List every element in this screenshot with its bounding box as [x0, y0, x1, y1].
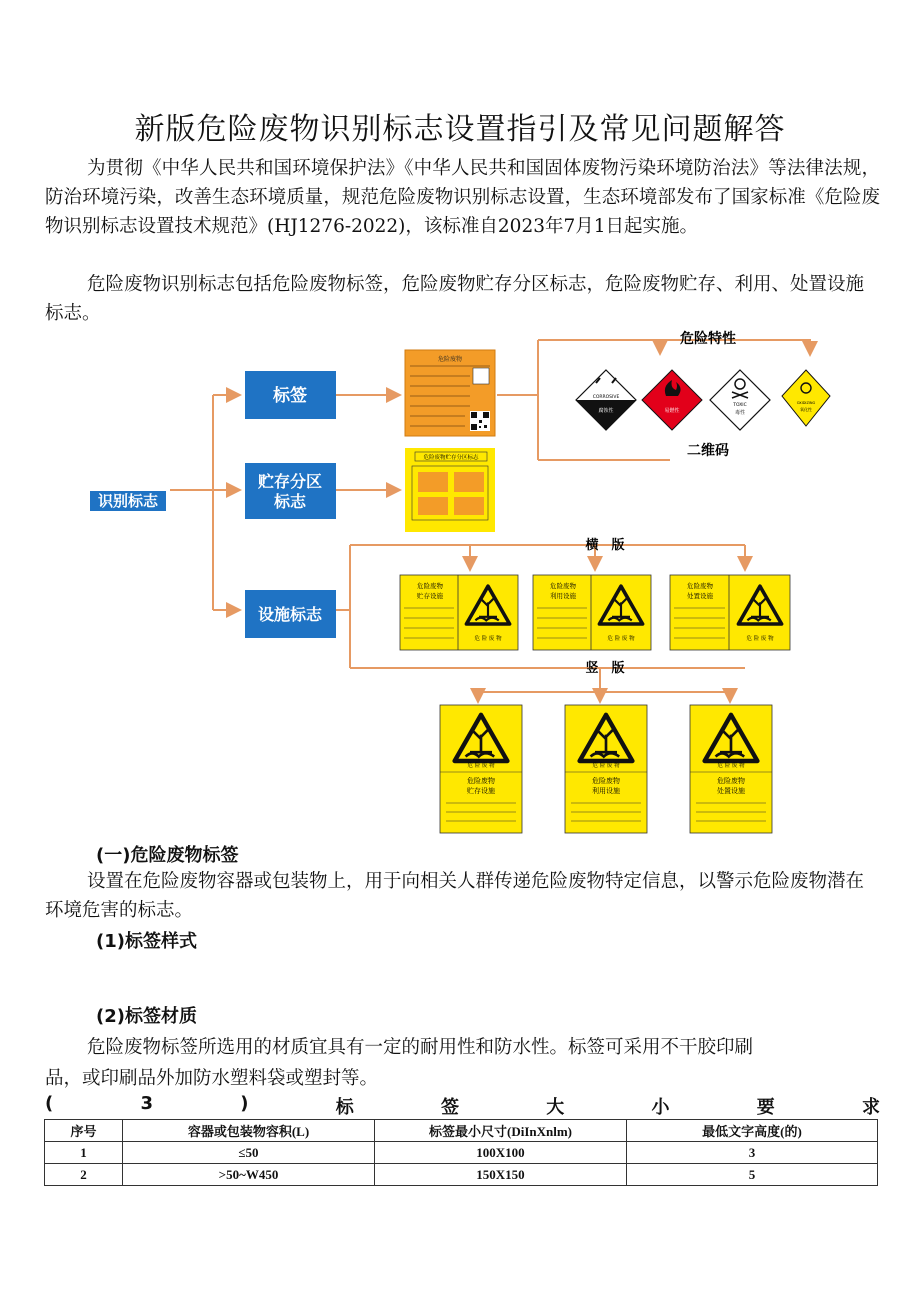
table-cell: 3: [627, 1142, 878, 1164]
table-cell: 2: [45, 1164, 123, 1186]
storage-sign-header: 危险废物贮存分区标志: [423, 455, 479, 461]
table-header-row: [45, 1120, 878, 1142]
section-1-text: 设置在危险废物容器或包装物上，用于向相关人群传递危险废物特定信息，以警示危险废物潜在环境危害的标志。: [45, 871, 865, 921]
table-cell: 5: [627, 1164, 878, 1186]
identification-sign-diagram: [0, 320, 920, 840]
svg-text:OXIDIZING: OXIDIZING: [796, 401, 816, 405]
horizontal-disposal-sign: [670, 575, 790, 650]
section-1-sub2-heading: (2)标签材质: [96, 1006, 197, 1027]
table-cell: 100X100: [375, 1142, 627, 1164]
hazard-characteristic-title: 危险特性: [680, 331, 736, 347]
storage-branch-text-1: 贮存分区: [257, 472, 323, 491]
svg-text:腐蚀性: 腐蚀性: [598, 408, 614, 414]
svg-text:贮存设施: 贮存设施: [467, 787, 495, 795]
label-branch-text: 标签: [273, 386, 307, 406]
table-row: [45, 1164, 878, 1186]
svg-text:危险废物: 危险废物: [417, 582, 443, 590]
qr-code-title: 二维码: [687, 443, 729, 459]
svg-text:危 险 废 物: 危 险 废 物: [607, 636, 635, 642]
svg-text:利用设施: 利用设施: [550, 592, 576, 600]
svg-text:CORROSIVE: CORROSIVE: [592, 395, 620, 400]
svg-text:处置设施: 处置设施: [717, 787, 745, 795]
flammable-diamond-icon: [642, 370, 702, 430]
label-sample-header: 危险废物: [437, 356, 463, 363]
svg-text:危险废物: 危险废物: [687, 582, 713, 590]
scope-paragraph: 危险废物识别标志包括危险废物标签，危险废物贮存分区标志，危险废物贮存、利用、处置设施标志。: [45, 274, 865, 324]
vertical-version-title: 竖 版: [585, 661, 625, 676]
table-header-cell: 序号: [45, 1120, 123, 1142]
svg-text:危险废物: 危险废物: [592, 777, 620, 785]
svg-text:TOXIC: TOXIC: [733, 403, 747, 408]
svg-text:利用设施: 利用设施: [592, 787, 620, 795]
svg-text:危险废物: 危险废物: [467, 777, 495, 785]
table-row: [45, 1142, 878, 1164]
storage-branch-text-2: 标志: [273, 492, 307, 511]
svg-text:贮存设施: 贮存设施: [417, 592, 443, 600]
svg-text:危险废物: 危险废物: [550, 582, 576, 590]
facility-branch-text: 设施标志: [257, 605, 323, 624]
svg-text:处置设施: 处置设施: [687, 592, 713, 600]
table-cell: 1: [45, 1142, 123, 1164]
table-header-cell: 容器或包装物容积(L): [123, 1120, 375, 1142]
svg-text:危 险 废 物: 危 险 废 物: [717, 763, 745, 769]
table-header-cell: 最低文字高度(的): [627, 1120, 878, 1142]
svg-text:危 险 废 物: 危 险 废 物: [592, 763, 620, 769]
svg-text:危 险 废 物: 危 险 废 物: [746, 636, 774, 642]
table-cell: 150X150: [375, 1164, 627, 1186]
table-cell: ≤50: [123, 1142, 375, 1164]
oxidizing-diamond-icon: [782, 370, 830, 426]
svg-text:毒性: 毒性: [734, 410, 746, 416]
corrosive-diamond-icon: [576, 370, 636, 430]
svg-text:氧化性: 氧化性: [800, 407, 812, 412]
vertical-disposal-sign: [690, 705, 772, 833]
label-size-table: [44, 1119, 878, 1186]
storage-zone-sign-sample: [405, 448, 495, 532]
svg-text:危险废物: 危险废物: [717, 777, 745, 785]
vertical-storage-sign: [440, 705, 522, 833]
section-1-sub3-heading: ( 3 ) 标 签 大 小 要 求: [45, 1093, 880, 1118]
horizontal-storage-sign: [400, 575, 518, 650]
section-1-sub2-text-2: 品，或印刷品外加防水塑料袋或塑封等。: [45, 1068, 379, 1089]
root-label: 识别标志: [97, 492, 159, 510]
svg-text:危 险 废 物: 危 险 废 物: [474, 636, 502, 642]
svg-text:易燃性: 易燃性: [664, 408, 680, 414]
hazard-label-sample: [405, 350, 495, 436]
horizontal-version-title: 横 版: [585, 538, 625, 553]
page-title: 新版危险废物识别标志设置指引及常见问题解答: [134, 112, 786, 147]
table-header-cell: 标签最小尺寸(DiInXnlm): [375, 1120, 627, 1142]
toxic-diamond-icon: [710, 370, 770, 430]
section-1-heading: (一)危险废物标签: [96, 845, 239, 866]
intro-paragraph: 为贯彻《中华人民共和国环境保护法》《中华人民共和国固体废物污染环境防治法》等法律法规，防治环境污染，改善生态环境质量，规范危险废物识别标志设置，生态环境部发布了国家标准《危险废物识别标志设置技术规范》(HJ1276-2022)，该标准自2023年7月1日起实施。: [45, 158, 880, 237]
horizontal-utilization-sign: [533, 575, 651, 650]
section-1-sub1-heading: (1)标签样式: [96, 931, 197, 952]
vertical-utilization-sign: [565, 705, 647, 833]
section-1-sub2-text-1: 危险废物标签所选用的材质宜具有一定的耐用性和防水性。标签可采用不干胶印刷: [87, 1037, 754, 1058]
table-cell: >50~W450: [123, 1164, 375, 1186]
svg-text:危 险 废 物: 危 险 废 物: [467, 763, 495, 769]
